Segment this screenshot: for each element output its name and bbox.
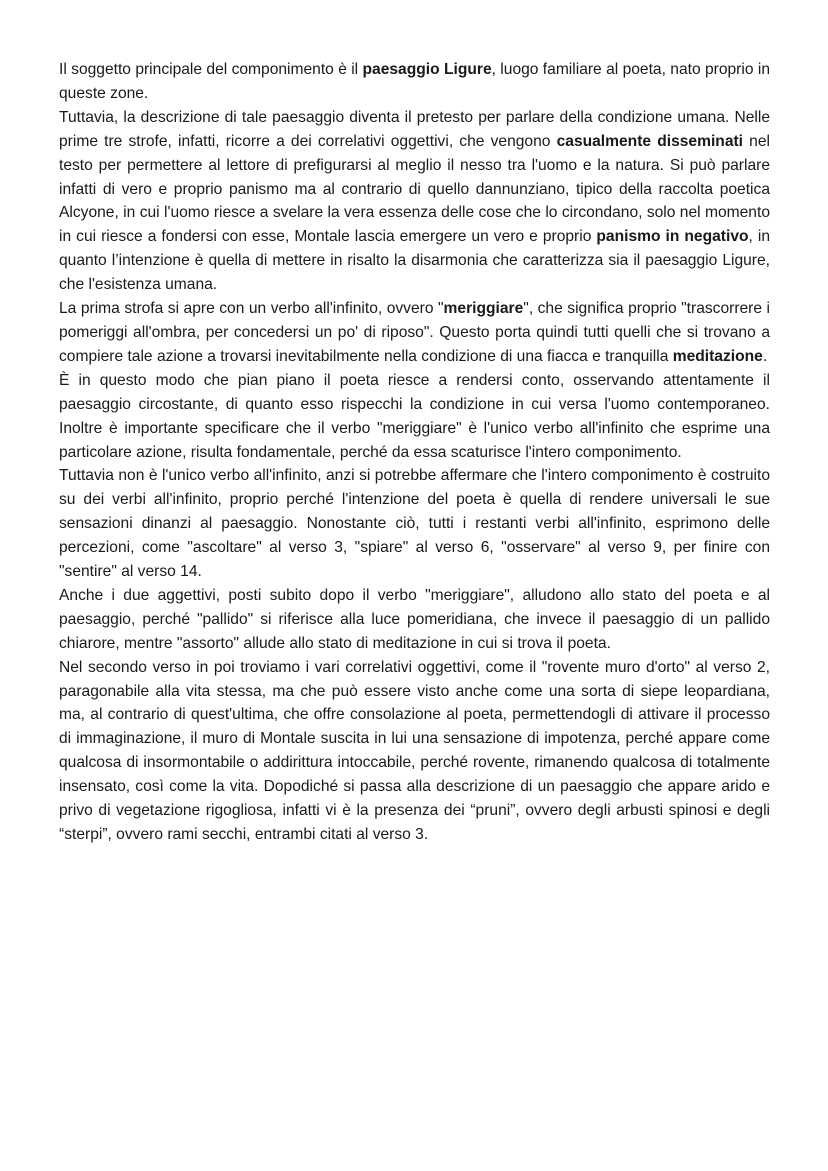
text-run: Tuttavia, la descrizione di tale paesaggio diventa il pretesto per parlare della condizione umana. Nelle prime tre strofe, infatti, ricorre a dei correlativi oggettivi, che vengono (59, 108, 770, 150)
paragraph-7 (59, 656, 770, 847)
text-run: nel testo per permettere al lettore di prefigurarsi al meglio il nesso tra l'uomo e la natura. Si può parlare infatti di vero e proprio panismo ma al contrario di quello dannunziano, tipico della raccolta poetica Alcyone, in cui l'uomo riesce a svelare la vera essenza delle cose che lo circondano, solo nel momento in cui riesce a fondersi con esse, Montale lascia emergere un vero e proprio (59, 132, 770, 246)
bold-term: meriggiare (443, 300, 524, 318)
text-run: , in quanto l’intenzione è quella di mettere in risalto la disarmonia che caratterizza sia il paesaggio Ligure, che l'esistenza umana. (59, 228, 770, 294)
text-run: Tuttavia non è l'unico verbo all'infinito, anzi si potrebbe affermare che l'intero componimento è costruito su dei verbi all'infinito, proprio perché l'intenzione del poeta è quella di rendere universali le sue sensazioni dinanzi al paesaggio. Nonostante ciò, tutti i restanti verbi all'infinito, esprimono delle percezioni, come "ascoltare" al verso 3, "spiare" al verso 6, "osservare" al verso 9, per finire con "sentire" al verso 14. (59, 467, 770, 581)
bold-term: meditazione (672, 347, 763, 365)
text-run: Nel secondo verso in poi troviamo i vari correlativi oggettivi, come il "rovente muro d'orto" al verso 2, paragonabile alla vita stessa, ma che può essere visto anche come una sorta di siepe leopardiana, ma, al contrario di quest'ultima, che offre consolazione al poeta, permettendogli di attivare il processo di immaginazione, il muro di Montale suscita in lui una sensazione di impotenza, perché appare come qualcosa di insormontabile o addirittura intoccabile, perché rovente, rimanendo qualcosa di totalmente insensato, così come la vita. Dopodiché si passa alla descrizione di un paesaggio che appare arido e privo di vegetazione rigogliosa, infatti vi è la presenza dei “pruni”, ovvero degli arbusti spinosi e degli “sterpi”, ovvero rami secchi, entrambi citati al verso 3. (59, 658, 770, 843)
paragraph-1 (59, 58, 770, 106)
text-run: Anche i due aggettivi, posti subito dopo il verbo "meriggiare", alludono allo stato del poeta e al paesaggio, perché "pallido" si riferisce alla luce pomeridiana, che invece il paesaggio di un pallido chiarore, mentre "assorto" allude allo stato di meditazione in cui si trova il poeta. (59, 586, 770, 652)
text-run: Il soggetto principale del componimento è il (59, 61, 363, 78)
text-run: , luogo familiare al poeta, nato proprio in queste zone. (59, 61, 770, 102)
text-run: ", che significa proprio "trascorrere i pomeriggi all'ombra, per concedersi un po' di riposo". Questo porta quindi tutti quelli che si trovano a compiere tale azione a trovarsi inevitabilmente nella condizione di una fiacca e tranquilla (59, 300, 771, 365)
body-text (59, 58, 770, 847)
paragraph-2 (59, 106, 770, 297)
paragraph-3 (59, 297, 770, 369)
text-run: La prima strofa si apre con un verbo all'infinito, ovvero " (59, 300, 444, 318)
text-run: . (762, 347, 768, 365)
bold-term: casualmente disseminati (556, 132, 744, 150)
text-run: È in questo modo che pian piano il poeta riesce a rendersi conto, osservando attentamente il paesaggio circostante, di quanto esso rispecchi la condizione in cui versa l'uomo contemporaneo. Inoltre è importante specificare che il verbo "meriggiare" è l'unico verbo all'infinito che esprime una particolare azione, risulta fondamentale, perché da essa scaturisce l'intero componimento. (59, 371, 770, 461)
paragraph-5 (59, 464, 770, 584)
bold-term: panismo in negativo (596, 228, 749, 246)
bold-term: paesaggio Ligure (362, 61, 492, 78)
paragraph-6 (59, 584, 770, 656)
paragraph-4 (59, 369, 770, 465)
